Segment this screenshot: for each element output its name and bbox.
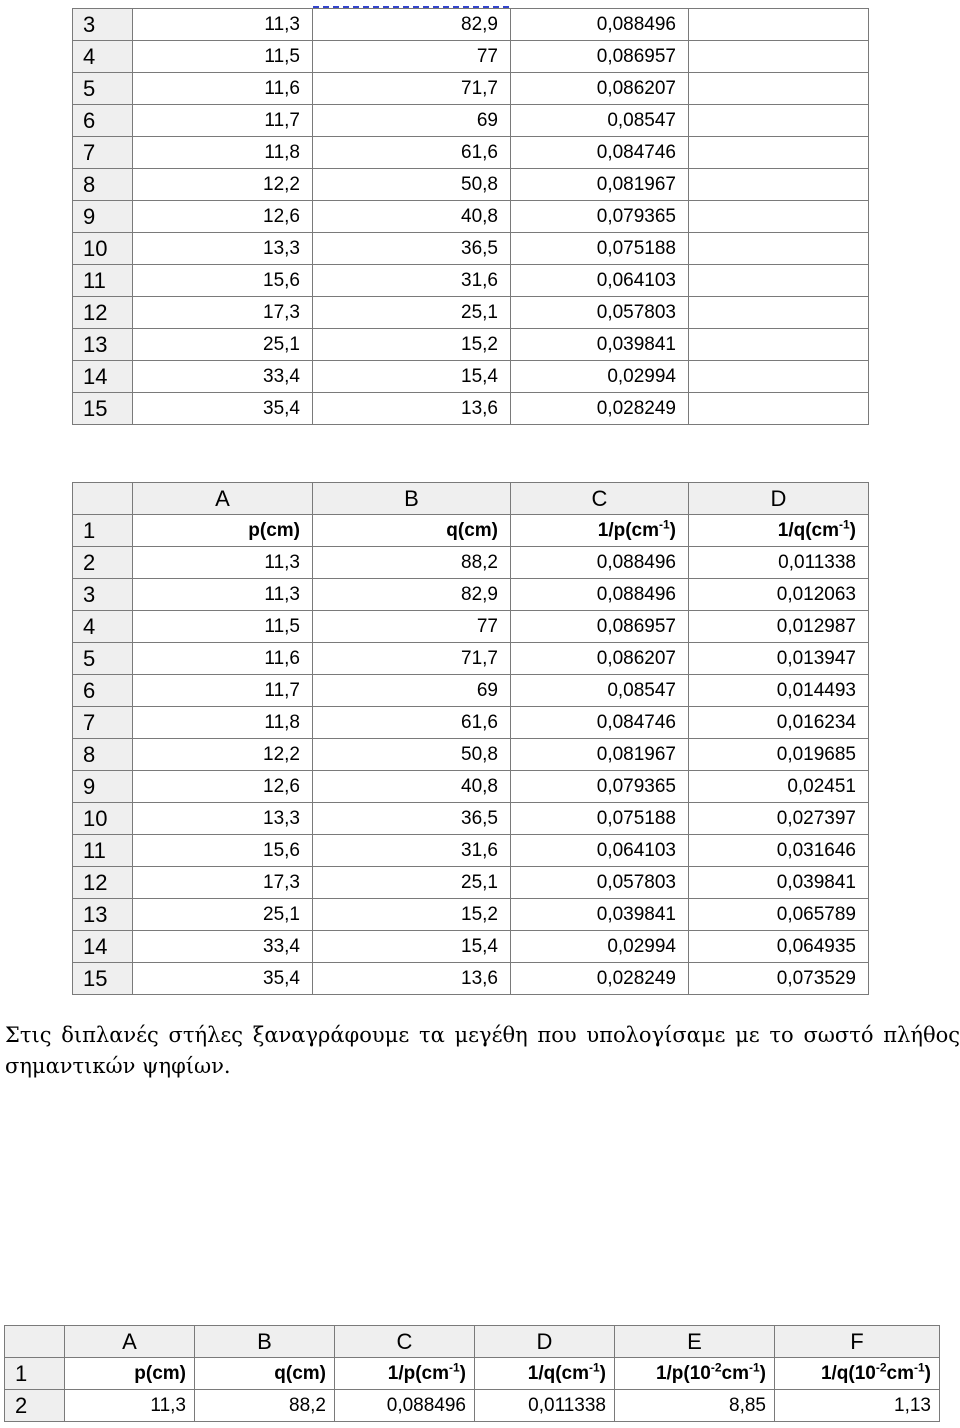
- row-header[interactable]: 11: [73, 265, 133, 297]
- table-cell[interactable]: 88,2: [313, 547, 511, 579]
- table-cell[interactable]: 36,5: [313, 233, 511, 265]
- table-cell[interactable]: 77: [313, 41, 511, 73]
- row-header[interactable]: 12: [73, 867, 133, 899]
- table-cell[interactable]: 50,8: [313, 169, 511, 201]
- table-row: [73, 105, 869, 137]
- table-row: [73, 707, 869, 739]
- table-row: [73, 899, 869, 931]
- empty-cell[interactable]: [689, 9, 869, 41]
- table-cell[interactable]: 0,011338: [689, 547, 869, 579]
- table-cell[interactable]: 15,2: [313, 899, 511, 931]
- table-cell[interactable]: 0,075188: [511, 803, 689, 835]
- table-cell[interactable]: 11,6: [133, 643, 313, 675]
- row-header[interactable]: 4: [73, 41, 133, 73]
- table-cell[interactable]: 82,9: [313, 579, 511, 611]
- row-header[interactable]: 3: [73, 9, 133, 41]
- table-cell[interactable]: 12,2: [133, 169, 313, 201]
- table-row: [73, 9, 869, 41]
- corner-cell[interactable]: [5, 1326, 65, 1358]
- table-cell[interactable]: 11,5: [133, 611, 313, 643]
- column-header-c[interactable]: C: [511, 483, 689, 515]
- table-cell[interactable]: 0,064103: [511, 835, 689, 867]
- table-cell[interactable]: 0,086207: [511, 643, 689, 675]
- table-cell[interactable]: 61,6: [313, 707, 511, 739]
- empty-cell[interactable]: [689, 201, 869, 233]
- row-header[interactable]: 15: [73, 393, 133, 425]
- table-cell[interactable]: 0,079365: [511, 201, 689, 233]
- table-row: [73, 329, 869, 361]
- cell-header-inv-p[interactable]: $1/p(cm^{-1})$: [335, 1358, 475, 1390]
- table-cell[interactable]: 0,064935: [689, 931, 869, 963]
- row-header[interactable]: 10: [73, 803, 133, 835]
- row-header[interactable]: 5: [73, 73, 133, 105]
- table-cell[interactable]: 0,011338: [475, 1390, 615, 1422]
- cell-header-q[interactable]: q(cm): [313, 515, 511, 547]
- table-cell[interactable]: 0,084746: [511, 137, 689, 169]
- row-header[interactable]: 1: [5, 1358, 65, 1390]
- column-header-a[interactable]: A: [133, 483, 313, 515]
- table-cell[interactable]: 0,039841: [689, 867, 869, 899]
- row-header[interactable]: 15: [73, 963, 133, 995]
- table-cell[interactable]: 15,2: [313, 329, 511, 361]
- header-data-row: [5, 1358, 940, 1390]
- empty-cell[interactable]: [689, 137, 869, 169]
- table-cell[interactable]: 0,012063: [689, 579, 869, 611]
- table-cell[interactable]: 0,02994: [511, 931, 689, 963]
- table-row: [73, 41, 869, 73]
- table-cell[interactable]: 0,02994: [511, 361, 689, 393]
- header-data-row: [73, 515, 869, 547]
- table-row: [5, 1390, 940, 1422]
- table-cell[interactable]: 0,088496: [511, 547, 689, 579]
- table-cell[interactable]: 0,079365: [511, 771, 689, 803]
- table-cell[interactable]: 15,4: [313, 931, 511, 963]
- table-cell[interactable]: 13,3: [133, 803, 313, 835]
- table-cell[interactable]: 0,086207: [511, 73, 689, 105]
- row-header[interactable]: 4: [73, 611, 133, 643]
- row-header[interactable]: 12: [73, 297, 133, 329]
- table-cell[interactable]: 13,6: [313, 963, 511, 995]
- table-row: [73, 739, 869, 771]
- table-cell[interactable]: 71,7: [313, 643, 511, 675]
- table-cell[interactable]: 0,088496: [511, 579, 689, 611]
- table-cell[interactable]: 0,084746: [511, 707, 689, 739]
- table-cell[interactable]: 50,8: [313, 739, 511, 771]
- table-row: [73, 835, 869, 867]
- empty-cell[interactable]: [689, 73, 869, 105]
- table-row: [73, 675, 869, 707]
- row-header[interactable]: 13: [73, 899, 133, 931]
- table-row: [73, 643, 869, 675]
- table-cell[interactable]: 11,8: [133, 137, 313, 169]
- table-cell[interactable]: 25,1: [313, 297, 511, 329]
- empty-cell[interactable]: [689, 233, 869, 265]
- empty-cell[interactable]: [689, 329, 869, 361]
- table-cell[interactable]: 11,5: [133, 41, 313, 73]
- table-cell[interactable]: 0,014493: [689, 675, 869, 707]
- table-row: [73, 547, 869, 579]
- cell-header-inv-q[interactable]: $1/q(cm^{-1})$: [475, 1358, 615, 1390]
- table-row: [73, 579, 869, 611]
- table-cell[interactable]: 25,1: [313, 867, 511, 899]
- table-cell[interactable]: 11,7: [133, 675, 313, 707]
- table-row: [73, 201, 869, 233]
- table-cell[interactable]: 0,02451: [689, 771, 869, 803]
- cell-header-q[interactable]: q(cm): [195, 1358, 335, 1390]
- table-cell[interactable]: 11,7: [133, 105, 313, 137]
- row-header[interactable]: 7: [73, 137, 133, 169]
- table-cell[interactable]: 0,081967: [511, 169, 689, 201]
- table-cell[interactable]: 0,028249: [511, 393, 689, 425]
- table-cell[interactable]: 0,075188: [511, 233, 689, 265]
- row-header[interactable]: 1: [73, 515, 133, 547]
- table-cell[interactable]: 61,6: [313, 137, 511, 169]
- table-cell[interactable]: 11,3: [133, 547, 313, 579]
- table-cell[interactable]: 11,6: [133, 73, 313, 105]
- row-header[interactable]: 7: [73, 707, 133, 739]
- table-cell[interactable]: 0,086957: [511, 41, 689, 73]
- table-cell[interactable]: 33,4: [133, 361, 313, 393]
- table-cell[interactable]: 25,1: [133, 329, 313, 361]
- table-cell[interactable]: 12,6: [133, 771, 313, 803]
- table-cell[interactable]: 31,6: [313, 835, 511, 867]
- table-cell[interactable]: 0,039841: [511, 899, 689, 931]
- table-cell[interactable]: 0,027397: [689, 803, 869, 835]
- cell-header-inv-q[interactable]: $1/q(cm^{-1})$: [689, 515, 869, 547]
- table-cell[interactable]: 0,08547: [511, 105, 689, 137]
- table-cell[interactable]: 0,028249: [511, 963, 689, 995]
- table-cell[interactable]: 33,4: [133, 931, 313, 963]
- row-header[interactable]: 2: [5, 1390, 65, 1422]
- table-cell[interactable]: 17,3: [133, 867, 313, 899]
- table-cell[interactable]: 0,073529: [689, 963, 869, 995]
- empty-cell[interactable]: [689, 41, 869, 73]
- table-cell[interactable]: 69: [313, 675, 511, 707]
- column-header-b[interactable]: B: [195, 1326, 335, 1358]
- table-row: [73, 361, 869, 393]
- row-header[interactable]: 9: [73, 771, 133, 803]
- table-cell[interactable]: 88,2: [195, 1390, 335, 1422]
- row-header[interactable]: 14: [73, 361, 133, 393]
- table-cell[interactable]: 35,4: [133, 963, 313, 995]
- row-header[interactable]: 11: [73, 835, 133, 867]
- table-cell[interactable]: 0,064103: [511, 265, 689, 297]
- table-cell[interactable]: 0,012987: [689, 611, 869, 643]
- table-cell[interactable]: 0,031646: [689, 835, 869, 867]
- table-cell[interactable]: 15,4: [313, 361, 511, 393]
- row-header[interactable]: 8: [73, 169, 133, 201]
- table-cell[interactable]: 40,8: [313, 201, 511, 233]
- table-cell[interactable]: 15,6: [133, 265, 313, 297]
- table-cell[interactable]: 1,13: [775, 1390, 940, 1422]
- table-cell[interactable]: 0,081967: [511, 739, 689, 771]
- spreadsheet-top: [72, 8, 869, 425]
- empty-cell[interactable]: [689, 361, 869, 393]
- column-header-c[interactable]: C: [335, 1326, 475, 1358]
- empty-cell[interactable]: [689, 105, 869, 137]
- table-cell[interactable]: 11,8: [133, 707, 313, 739]
- table-cell[interactable]: 0,016234: [689, 707, 869, 739]
- column-header-d[interactable]: D: [475, 1326, 615, 1358]
- row-header[interactable]: 13: [73, 329, 133, 361]
- table-cell[interactable]: 17,3: [133, 297, 313, 329]
- table-cell[interactable]: 36,5: [313, 803, 511, 835]
- column-header-d[interactable]: D: [689, 483, 869, 515]
- table-cell[interactable]: 0,057803: [511, 297, 689, 329]
- cell-header-inv-p-scaled[interactable]: $1/p(10^{-2}cm^{-1})$: [615, 1358, 775, 1390]
- table-cell[interactable]: 25,1: [133, 899, 313, 931]
- row-header[interactable]: 2: [73, 547, 133, 579]
- table-row: [73, 233, 869, 265]
- cell-header-p[interactable]: p(cm): [133, 515, 313, 547]
- row-header[interactable]: 8: [73, 739, 133, 771]
- table-row: [73, 169, 869, 201]
- cell-header-inv-q-scaled[interactable]: $1/q(10^{-2}cm^{-1})$: [775, 1358, 940, 1390]
- empty-cell[interactable]: [689, 297, 869, 329]
- table-row: [73, 963, 869, 995]
- row-header[interactable]: 10: [73, 233, 133, 265]
- empty-cell[interactable]: [689, 393, 869, 425]
- empty-cell[interactable]: [689, 169, 869, 201]
- corner-cell[interactable]: [73, 483, 133, 515]
- table-cell[interactable]: 11,3: [133, 579, 313, 611]
- table-cell[interactable]: 40,8: [313, 771, 511, 803]
- cell-header-inv-p[interactable]: $1/p(cm^{-1})$: [511, 515, 689, 547]
- table-cell[interactable]: 69: [313, 105, 511, 137]
- table-cell[interactable]: 0,013947: [689, 643, 869, 675]
- table-cell[interactable]: 0,08547: [511, 675, 689, 707]
- spreadsheet-bottom: [4, 1325, 940, 1422]
- row-header[interactable]: 5: [73, 643, 133, 675]
- table-cell[interactable]: 82,9: [313, 9, 511, 41]
- table-cell[interactable]: 8,85: [615, 1390, 775, 1422]
- empty-cell[interactable]: [689, 265, 869, 297]
- row-header[interactable]: 6: [73, 675, 133, 707]
- column-header-f[interactable]: F: [775, 1326, 940, 1358]
- table-row: [73, 611, 869, 643]
- table-cell[interactable]: 71,7: [313, 73, 511, 105]
- table-cell[interactable]: 11,3: [65, 1390, 195, 1422]
- table-row: [73, 73, 869, 105]
- row-header[interactable]: 3: [73, 579, 133, 611]
- body-paragraph: Στις διπλανές στήλες ξαναγράφουμε τα μεγέθη που υπολογίσαμε με το σωστό πλήθος σημαντικών ψηφίων.: [5, 1023, 960, 1078]
- table-cell[interactable]: 12,6: [133, 201, 313, 233]
- row-header[interactable]: 14: [73, 931, 133, 963]
- table-cell[interactable]: 31,6: [313, 265, 511, 297]
- table-row: [73, 771, 869, 803]
- table-cell[interactable]: 0,088496: [335, 1390, 475, 1422]
- table-cell[interactable]: 35,4: [133, 393, 313, 425]
- table-row: [73, 803, 869, 835]
- table-cell[interactable]: 0,039841: [511, 329, 689, 361]
- table-cell[interactable]: 77: [313, 611, 511, 643]
- table-cell[interactable]: 0,065789: [689, 899, 869, 931]
- cell-header-p[interactable]: p(cm): [65, 1358, 195, 1390]
- column-header-a[interactable]: A: [65, 1326, 195, 1358]
- table-cell[interactable]: 13,6: [313, 393, 511, 425]
- table-row: [73, 867, 869, 899]
- table-row: [73, 265, 869, 297]
- table-row: [73, 931, 869, 963]
- column-header-row: [5, 1326, 940, 1358]
- table-row: [73, 393, 869, 425]
- table-row: [73, 297, 869, 329]
- table-cell[interactable]: 0,019685: [689, 739, 869, 771]
- table-cell[interactable]: 11,3: [133, 9, 313, 41]
- spreadsheet-middle: [72, 482, 869, 995]
- row-header[interactable]: 6: [73, 105, 133, 137]
- table-cell[interactable]: 0,088496: [511, 9, 689, 41]
- table-cell[interactable]: 0,057803: [511, 867, 689, 899]
- column-header-b[interactable]: B: [313, 483, 511, 515]
- column-header-e[interactable]: E: [615, 1326, 775, 1358]
- table-row: [73, 137, 869, 169]
- table-cell[interactable]: 0,086957: [511, 611, 689, 643]
- row-header[interactable]: 9: [73, 201, 133, 233]
- column-header-row: [73, 483, 869, 515]
- table-cell[interactable]: 15,6: [133, 835, 313, 867]
- table-cell[interactable]: 12,2: [133, 739, 313, 771]
- table-cell[interactable]: 13,3: [133, 233, 313, 265]
